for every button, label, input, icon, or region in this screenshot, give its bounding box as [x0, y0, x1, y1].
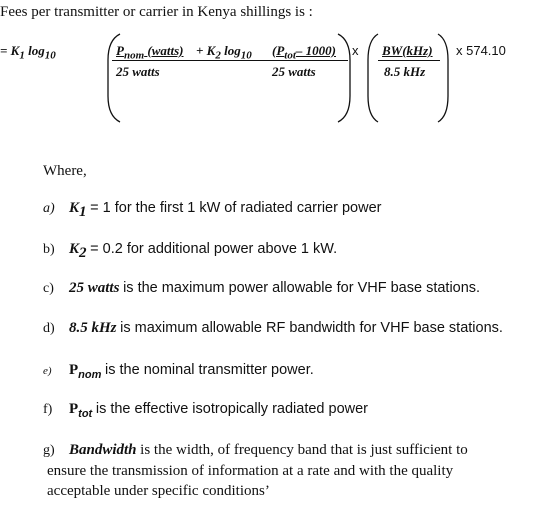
- item-text: is maximum allowable RF bandwidth for VHF base stations.: [120, 320, 503, 336]
- definition-b: [43, 241, 337, 262]
- bw-numerator: BW(kHz): [382, 43, 433, 58]
- watts-unit: (watts): [147, 43, 184, 58]
- log-label-2: log: [224, 43, 241, 58]
- k1-symbol: = K: [0, 43, 20, 58]
- definition-f: [43, 401, 368, 420]
- p-nom-symbol: P: [116, 43, 124, 58]
- log-label: log: [28, 43, 45, 58]
- definition-g: [43, 440, 468, 501]
- definition-c: [43, 280, 480, 297]
- denominator-1: 25 watts: [116, 64, 160, 79]
- formula-lead: [0, 43, 56, 62]
- item-term-subscript: nom: [78, 368, 102, 381]
- p-tot-symbol: (P: [272, 43, 285, 58]
- item-text: is the maximum power allowable for VHF base stations.: [123, 280, 481, 296]
- item-text: = 0.2 for additional power above 1 kW.: [90, 241, 338, 257]
- item-term-subscript: tot: [78, 407, 93, 420]
- item-text: is the nominal transmitter power.: [105, 362, 314, 378]
- item-term-subscript: 2: [79, 244, 87, 261]
- item-label: e): [43, 365, 52, 377]
- definition-a: [43, 200, 381, 221]
- k1-subscript: 1: [19, 49, 25, 62]
- item-term: 25 watts: [69, 280, 120, 296]
- numerator-1: [116, 43, 184, 62]
- log-base-1: 10: [44, 49, 56, 62]
- p-tot-subscript: tot: [284, 49, 296, 62]
- plus-k2: [196, 43, 252, 62]
- where-heading: Where,: [43, 163, 87, 179]
- item-text-line3: acceptable under specific conditions’: [47, 483, 270, 499]
- item-label: d): [43, 321, 55, 336]
- fraction-line-1: [112, 60, 348, 61]
- denominator-2: 25 watts: [272, 64, 316, 79]
- plus-k2-symbol: + K: [196, 43, 216, 58]
- item-term: 8.5 kHz: [69, 320, 117, 336]
- fraction-line-2: [378, 60, 440, 61]
- item-label: g): [43, 443, 55, 458]
- item-term-subscript: 1: [79, 203, 87, 220]
- item-label: a): [43, 201, 55, 216]
- numerator-2: [272, 43, 336, 62]
- minus-1000: – 1000): [295, 43, 336, 58]
- times-sign-1: x: [352, 43, 359, 58]
- item-text: is the effective isotropically radiated power: [95, 401, 368, 417]
- item-term: P: [69, 362, 79, 378]
- item-term: Bandwidth: [69, 442, 137, 458]
- definition-d: [43, 320, 503, 337]
- item-term: K: [69, 200, 80, 216]
- p-nom-subscript: nom: [123, 49, 145, 62]
- item-term: P: [69, 401, 79, 417]
- intro-text: Fees per transmitter or carrier in Kenya shillings is :: [0, 4, 313, 20]
- bw-denominator: 8.5 kHz: [384, 64, 426, 79]
- log-base-2: 10: [240, 49, 252, 62]
- definition-e: [43, 362, 314, 381]
- item-label: b): [43, 242, 55, 257]
- multiplier: x 574.10: [456, 43, 506, 58]
- k2-subscript: 2: [215, 49, 221, 62]
- item-label: f): [43, 402, 53, 417]
- item-text: = 1 for the first 1 kW of radiated carrier power: [90, 200, 382, 216]
- item-text-line2: ensure the transmission of information at a rate and with the quality: [47, 463, 454, 479]
- item-text: is the width, of frequency band that is just sufficient to: [140, 442, 468, 458]
- item-term: K: [69, 241, 80, 257]
- item-label: c): [43, 281, 54, 296]
